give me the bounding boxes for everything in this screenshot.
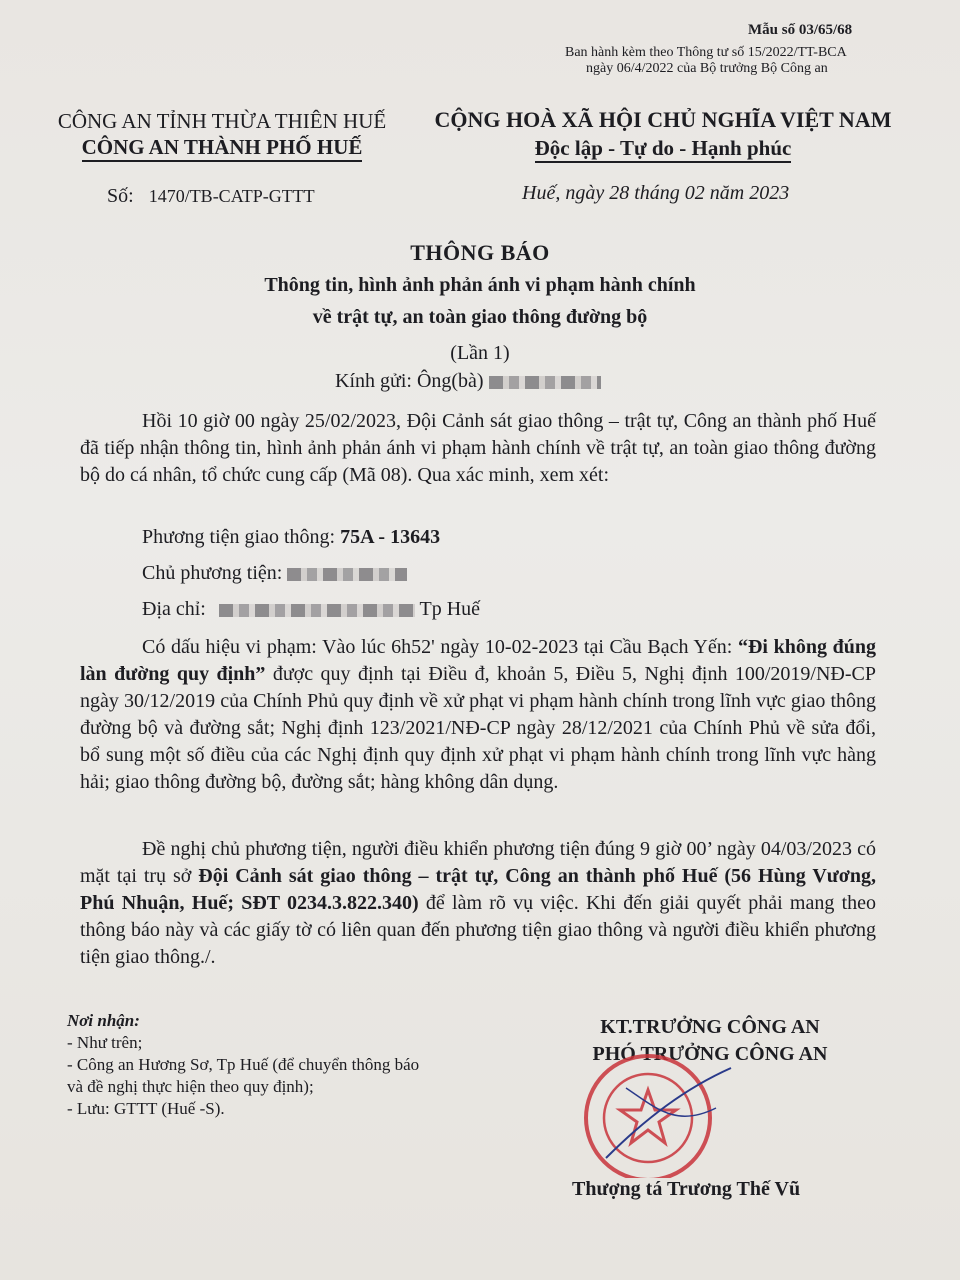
- form-issued-line: Ban hành kèm theo Thông tư số 15/2022/TT-BCA: [565, 45, 847, 60]
- form-issued-line-2: ngày 06/4/2022 của Bộ trưởng Bộ Công an: [586, 61, 828, 76]
- recipient-item: và đề nghị thực hiện theo quy định);: [67, 1077, 314, 1096]
- vehicle-line: Phương tiện giao thông: 75A - 13643: [142, 526, 441, 548]
- recipients-title: Nơi nhận:: [67, 1011, 140, 1030]
- issuing-agency: [52, 108, 392, 160]
- owner-line: Chủ phương tiện:: [142, 562, 407, 585]
- document-title: THÔNG BÁO: [410, 240, 550, 265]
- recipient-line: Kính gửi: Ông(bà): [335, 370, 601, 393]
- document-subtitle-2: về trật tự, an toàn giao thông đường bộ: [312, 306, 648, 328]
- signer-name: Thượng tá Trương Thế Vũ: [572, 1178, 801, 1200]
- document-date: Huế, ngày 28 tháng 02 năm 2023: [522, 182, 790, 204]
- motto: Độc lập - Tự do - Hạnh phúc: [535, 136, 792, 163]
- recipient-item: - Lưu: GTTT (Huế -S).: [67, 1099, 225, 1118]
- violation-paragraph: Có dấu hiệu vi phạm: Vào lúc 6h52' ngày 10-02-2023 tại Cầu Bạch Yến: “Đi không đúng làn đường quy định” được quy định tại Điều đ, khoản 5, Điều 5, Nghị định 100/2019/NĐ-CP ngày 30/12/2019 của Chính Phủ quy định về xử phạt vi phạm hành chính trong lĩnh vực giao thông đường bộ và đường sắt; Nghị định 123/2021/NĐ-CP ngày 28/12/2021 của Chính Phủ về sửa đổi, bổ sung một số điều của các Nghị định quy định xử phạt vi phạm hành chính trong lĩnh vực hàng hải; giao thông đường bộ, đường sắt; hàng không dân dụng.: [80, 636, 876, 793]
- intro-paragraph: Hồi 10 giờ 00 ngày 25/02/2023, Đội Cảnh sát giao thông – trật tự, Công an thành phố Huế đã tiếp nhận thông tin, hình ảnh phản ánh vi phạm hành chính về trật tự, an toàn giao thông đường bộ do cá nhân, tổ chức cung cấp (Mã 08). Qua xác minh, xem xét:: [80, 410, 876, 486]
- document-number: Số: 1470/TB-CATP-GTTT: [107, 185, 315, 207]
- recipient-item: - Công an Hương Sơ, Tp Huế (để chuyển thông báo: [67, 1055, 420, 1074]
- parent-agency: CÔNG AN TỈNH THỪA THIÊN HUẾ: [57, 109, 387, 133]
- notice-count: (Lần 1): [450, 342, 510, 364]
- form-number: Mẫu số 03/65/68: [748, 22, 853, 38]
- request-paragraph: Đề nghị chủ phương tiện, người điều khiển phương tiện đúng 9 giờ 00’ ngày 04/03/2023 có mặt tại trụ sở Đội Cảnh sát giao thông – trật tự, Công an thành phố Huế (56 Hùng Vương, Phú Nhuận, Huế; SĐT 0234.3.822.340) để làm rõ vụ việc. Khi đến giải quyết phải mang theo thông báo này và các giấy tờ có liên quan đến phương tiện giao thông và người điều khiển phương tiện giao thông./.: [80, 838, 877, 968]
- country-name: CỘNG HOÀ XÃ HỘI CHỦ NGHĨA VIỆT NAM: [434, 107, 892, 132]
- signer-role-2: PHÓ TRƯỞNG CÔNG AN: [592, 1043, 828, 1065]
- signer-role-1: KT.TRƯỞNG CÔNG AN: [600, 1016, 820, 1038]
- recipient-item: - Như trên;: [67, 1033, 143, 1052]
- redacted-name: [489, 376, 601, 389]
- official-seal: [566, 1048, 736, 1178]
- redacted-address: [219, 604, 415, 617]
- recipients-block: [67, 1010, 419, 1120]
- address-line: Địa chỉ: Tp Huế: [142, 598, 481, 620]
- redacted-owner: [287, 568, 407, 581]
- national-motto: [430, 106, 896, 162]
- document-subtitle-1: Thông tin, hình ảnh phản ánh vi phạm hành chính: [264, 274, 696, 296]
- agency-name: CÔNG AN THÀNH PHỐ HUẾ: [82, 135, 363, 162]
